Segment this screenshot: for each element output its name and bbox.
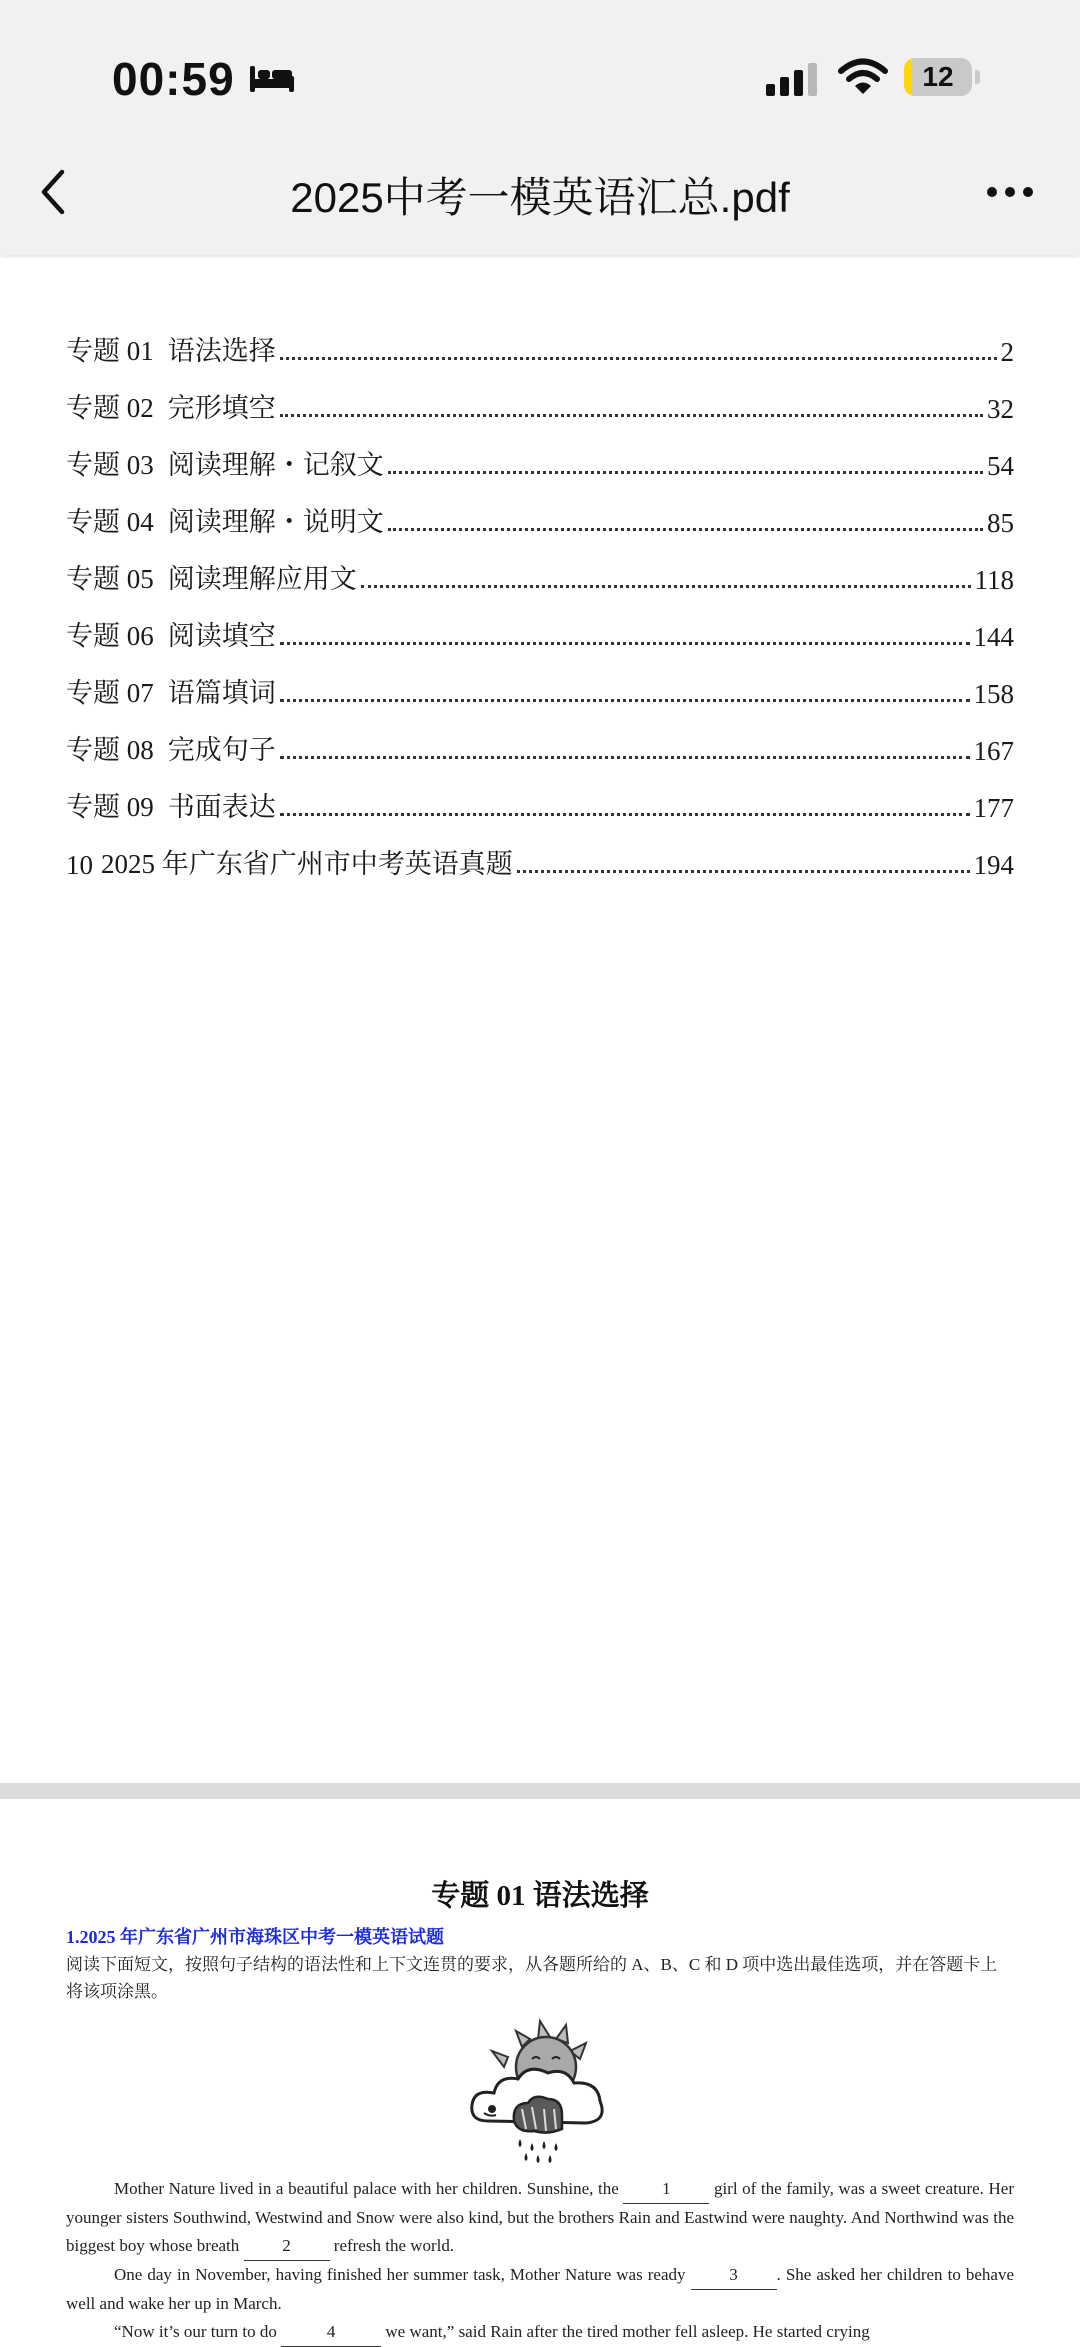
toc-label: 语篇填词 [167, 678, 276, 708]
toc-number: 专题 01 [66, 336, 154, 366]
passage-text-segment: we want,” said Rain after the tired mother fell asleep. He started crying [381, 2322, 870, 2341]
toc-label: 阅读填空 [167, 621, 276, 651]
toc-label: 完成句子 [167, 735, 276, 765]
toc-number: 专题 03 [66, 450, 154, 480]
pdf-page-content[interactable] [0, 1799, 1080, 2346]
toc-number: 10 [66, 850, 93, 880]
instruction-text: 阅读下面短文，按照句子结构的语法性和上下文连贯的要求，从各题所给的 A、B、C 和 D 项中选出最佳选项，并在答题卡上将该项涂黑。 [66, 1955, 998, 2001]
toc-leader [517, 870, 970, 873]
toc-page: 54 [987, 451, 1014, 481]
battery-icon [904, 58, 972, 96]
toc-label: 语法选择 [167, 336, 276, 366]
toc-entry[interactable] [66, 556, 1014, 596]
passage-paragraph [66, 2261, 1014, 2318]
toc-entry[interactable] [66, 499, 1014, 539]
toc-leader [280, 642, 970, 645]
page-separator [0, 1783, 1080, 1799]
toc-leader [280, 813, 970, 816]
toc-number: 专题 04 [66, 507, 154, 537]
section-heading: 专题 01 语法选择 [431, 1880, 649, 1912]
toc-page: 177 [973, 793, 1014, 823]
answer-blank: 1 [623, 2175, 709, 2204]
toc-entry[interactable] [66, 385, 1014, 425]
toc-label: 2025 年广东省广州市中考英语真题 [101, 849, 513, 879]
passage-text-segment: Mother Nature lived in a beautiful palace with her children. Sunshine, the [114, 2179, 624, 2198]
toc-number: 专题 07 [66, 678, 154, 708]
toc-entry[interactable] [66, 784, 1014, 824]
toc-label: 阅读理解应用文 [167, 564, 357, 594]
sun-cloud-rain-icon [462, 2017, 618, 2167]
toc-label: 阅读理解・记叙文 [167, 450, 384, 480]
chevron-left-icon[interactable] [38, 168, 68, 216]
toc-label: 完形填空 [167, 393, 276, 423]
toc-page: 85 [987, 508, 1014, 538]
toc-number: 专题 09 [66, 792, 154, 822]
toc-entry[interactable] [66, 841, 1014, 881]
answer-blank: 2 [244, 2232, 330, 2261]
passage-text-segment: girl of the family, was a sweet creature. Her younger sisters Southwind, Westwind and Snow were also kind, but the brothers Rain and Eastwind were naughty. And Northwind was the biggest boy whose breath [66, 2179, 1014, 2255]
passage-paragraph [66, 2175, 1014, 2261]
toc-entry[interactable] [66, 328, 1014, 368]
passage-text-segment: “Now it’s our turn to do [114, 2322, 282, 2341]
toc-page: 144 [973, 622, 1014, 652]
passage-text [66, 2175, 1014, 2347]
toc-leader [388, 528, 983, 531]
toc-entry[interactable] [66, 442, 1014, 482]
toc-leader [280, 756, 970, 759]
passage-paragraph [66, 2318, 1014, 2347]
toc-number: 专题 05 [66, 564, 154, 594]
passage-text-segment: One day in November, having finished her summer task, Mother Nature was ready [114, 2265, 691, 2284]
toc-number: 专题 08 [66, 735, 154, 765]
toc-number: 专题 06 [66, 621, 154, 651]
exam-source-link: 1.2025 年广东省广州市海珠区中考一模英语试题 [66, 1927, 444, 1947]
toc-number: 专题 02 [66, 393, 154, 423]
toc-page: 194 [973, 850, 1014, 880]
toc-leader [388, 471, 983, 474]
passage-text-segment: refresh the world. [329, 2236, 455, 2255]
toc-page: 167 [973, 736, 1014, 766]
passage-text-segment: . She asked her children to behave well and wake her up in March. [66, 2265, 1014, 2313]
top-bar [0, 0, 1080, 255]
answer-blank: 3 [691, 2261, 777, 2290]
toc-entry[interactable] [66, 727, 1014, 767]
battery-level: 12 [922, 61, 954, 92]
toc-page: 32 [987, 394, 1014, 424]
toc-page: 158 [973, 679, 1014, 709]
battery-tip [975, 70, 980, 84]
toc-label: 书面表达 [167, 792, 276, 822]
bed-icon [248, 64, 296, 94]
toc-leader [361, 585, 971, 588]
toc-label: 阅读理解・说明文 [167, 507, 384, 537]
toc-leader [280, 414, 983, 417]
pdf-page-toc[interactable] [0, 258, 1080, 1783]
wifi-icon [838, 58, 888, 96]
answer-blank: 4 [281, 2318, 381, 2347]
signal-icon [764, 62, 822, 96]
status-time: 00:59 [112, 53, 235, 105]
toc-entry[interactable] [66, 670, 1014, 710]
toc-entry[interactable] [66, 613, 1014, 653]
toc-leader [280, 699, 970, 702]
toc-page: 118 [974, 565, 1014, 595]
toc-leader [280, 357, 997, 360]
toc-page: 2 [1000, 337, 1014, 367]
document-title: 2025中考一模英语汇总.pdf [290, 174, 790, 221]
ellipsis-icon[interactable] [986, 186, 1034, 198]
